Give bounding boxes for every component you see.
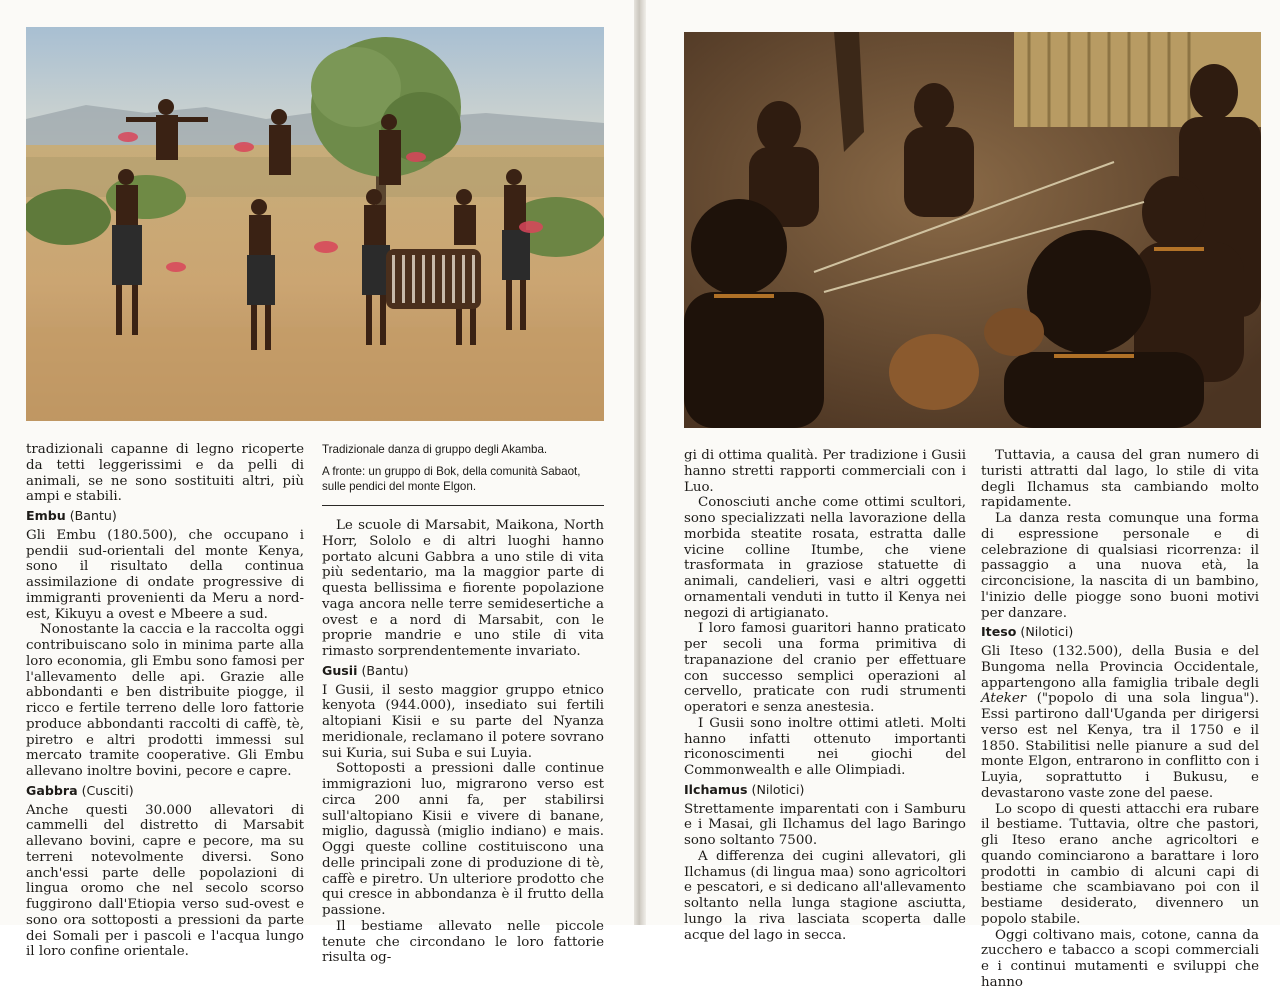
marsabit-paragraph: Le scuole di Marsabit, Maikona, North Horr, Sololo e di altri luoghi hanno portato alcuni Gabbra a uno stile di vita più sedentario, ma la maggior parte di questa bellissima e fiorente popolazione vaga ancora nelle terre semidesertiche a ovest e a nord di Marsabit, con le proprie mandrie e uno stile di vita rimasto sorprendentemente invariato. <box>322 518 604 659</box>
section-heading-iteso: Iteso (Nilotici) <box>981 624 1074 640</box>
book-gutter <box>634 0 646 925</box>
ilchamus-paragraph-3: Tuttavia, a causa del gran numero di turisti attratti dal lago, lo stile di vita degli Ilchamus sta cambiando molto rapidamente. <box>981 448 1259 511</box>
embu-paragraph-2: Nonostante la caccia e la raccolta oggi contribuiscano solo in minima parte alla loro economia, gli Embu sono famosi per l'allevamento delle api. Grazie alle abbondanti e ben distribuite piogge, il ricco e fertile terreno delle loro fattorie produce abbondanti raccolti di caffè, tè, piretro e altri prodotti immessi sul mercato tramite cooperative. Gli Embu allevano inoltre bovini, pecore e capre. <box>26 622 304 779</box>
gusii-paragraph-6: I Gusii sono inoltre ottimi atleti. Molti hanno infatti ottenuto importanti riconoscimenti nei giochi del Commonwealth e alle Olimpiadi. <box>684 715 966 778</box>
ateker-term: Ateker <box>981 691 1027 707</box>
section-heading-gusii: Gusii (Bantu) <box>322 662 409 678</box>
iteso-paragraph-1: Gli Iteso (132.500), della Busia e del Bungoma nella Provincia Occidentale, appartengono alla famiglia tribale degli Ateker ("popolo di una sola lingua"). Essi partirono dall'Uganda per dirigersi verso est nel Kenya, tra il 1750 e il 1850. Stabilitisi nelle pianure a sud del monte Elgon, entrarono in conflitto con i Luyia, soprattutto i Bukusu, e devastarono vaste zone del paese. <box>981 644 1259 801</box>
gusii-paragraph-4: Conosciuti anche come ottimi scultori, sono specializzati nella lavorazione della morbida steatite rosata, estratta dalle vicine colline Itumbe, che viene trasformata in graziose statuette di animali, candelieri, vasi e altri oggetti ornamentali venduti in tutto il Kenya nei negozi di artigianato. <box>684 495 966 621</box>
left-page-column-2 <box>322 518 604 966</box>
right-page-column-2 <box>981 448 1259 991</box>
embu-paragraph-1: Gli Embu (180.500), che occupano i pendii sud-orientali del monte Kenya, sono il risultato della continua assimilazione di ondate progressive di immigranti provenienti da Meru a nord-est, Kikuyu a ovest e Mbeere a sud. <box>26 527 304 622</box>
akamba-dance-photo <box>26 27 604 421</box>
caption-divider <box>322 505 604 506</box>
iteso-paragraph-3: Oggi coltivano mais, cotone, canna da zucchero e tabacco a scopi commerciali e i continui mutamenti e sviluppi che hanno <box>981 927 1259 990</box>
gusii-paragraph-2: Sottoposti a pressioni dalle continue immigrazioni luo, migrarono verso est circa 200 anni fa, per stabilirsi sull'altopiano Kisii e vivere di banane, miglio, dagussà (miglio indiano) e mais. Oggi queste colline costituiscono una delle principali zone di produzione di tè, caffè e piretro. Un ulteriore prodotto che qui cresce in abbondanza è il frutto della passione. <box>322 761 604 918</box>
section-heading-ilchamus: Ilchamus (Nilotici) <box>684 781 805 797</box>
ilchamus-paragraph-2: A differenza dei cugini allevatori, gli Ilchamus (di lingua maa) sono agricoltori e pescatori, e si dedicano all'allevamento soltanto nella lunga stagione asciutta, lungo la riva lasciata scoperta dalle acque del lago in secca. <box>684 848 966 943</box>
iteso-paragraph-2: Lo scopo di questi attacchi era rubare il bestiame. Tuttavia, oltre che pastori, gli Iteso erano anche agricoltori e quando cominciarono a barattare i loro prodotti in cambio di alcuni capi di bestiame che scambiavano poi con il bestiame desiderato, divennero un popolo stabile. <box>981 801 1259 927</box>
section-heading-gabbra: Gabbra (Cusciti) <box>26 782 134 798</box>
intro-paragraph: tradizionali capanne di legno ricoperte da tetti leggerissimi e da pelli di animali, se ne sono sostituiti altri, più ampi e stabili. <box>26 442 304 505</box>
gabbra-paragraph-1: Anche questi 30.000 allevatori di cammelli del distretto di Marsabit allevano bovini, capre e pecore, ma su terreni notevolmente diversi. Sono anch'essi parte delle popolazioni di lingua oromo che nel secolo scorso fuggirono dall'Etiopia verso sud-ovest e sono ora sottoposti a pressioni da parte dei Somali per i pascoli e l'acqua lungo il loro confine orientale. <box>26 802 304 960</box>
gusii-paragraph-1: I Gusii, il sesto maggior gruppo etnico kenyota (944.000), insediato sui fertili altopiani Kisii e su parte del Nyanza meridionale, reclamano il potere sovrano sui Kuria, sui Suba e sui Luyia. <box>322 682 604 761</box>
gusii-paragraph-5: I loro famosi guaritori hanno praticato per secoli una forma primitiva di trapanazione del cranio per effettuare con successo semplici operazioni al cervello, praticate con rudi strumenti operatori e senza anestesia. <box>684 621 966 715</box>
bok-group-photo <box>684 32 1261 428</box>
left-page-column-1 <box>26 442 304 960</box>
photo-captions <box>322 442 604 494</box>
ilchamus-paragraph-4: La danza resta comunque una forma di espressione personale e di celebrazione di qualsiasi ricorrenza: il passaggio a una nuova età, la circoncisione, la nascita di un bambino, l'inizio delle piogge sono buoni motivi per danzare. <box>981 511 1259 621</box>
ilchamus-paragraph-1: Strettamente imparentati con i Samburu e i Masai, gli Ilchamus del lago Baringo sono soltanto 7500. <box>684 801 966 848</box>
caption-akamba: Tradizionale danza di gruppo degli Akamba. <box>322 443 548 456</box>
gusii-continued: gi di ottima qualità. Per tradizione i Gusii hanno stretti rapporti commerciali con i Luo. <box>684 448 966 495</box>
right-page-column-1 <box>684 448 966 943</box>
caption-facing-bok: A fronte: un gruppo di Bok, della comunità Sabaot, sulle pendici del monte Elgon. <box>322 465 581 493</box>
gusii-paragraph-3: Il bestiame allevato nelle piccole tenute che circondano le loro fattorie risulta og- <box>322 918 604 966</box>
section-heading-embu: Embu (Bantu) <box>26 508 117 523</box>
